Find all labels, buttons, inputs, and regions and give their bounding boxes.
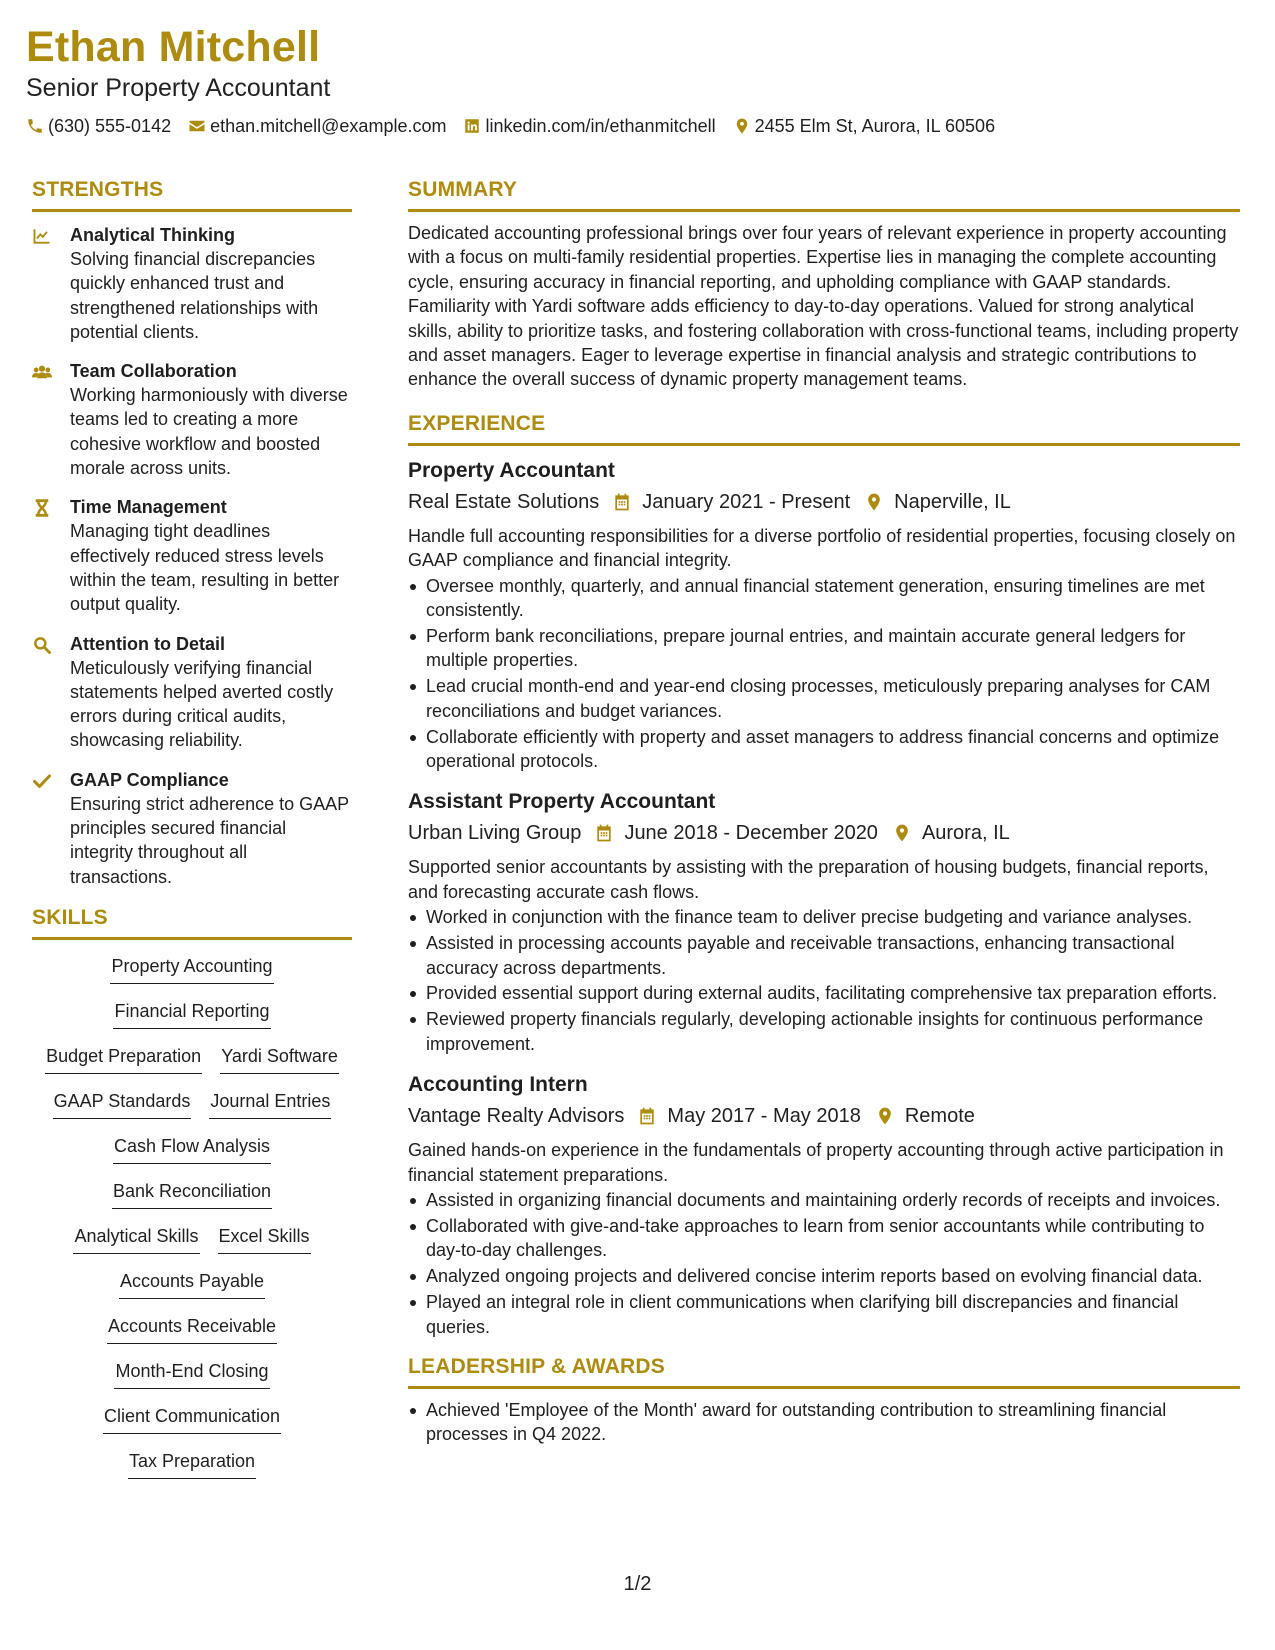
job-dates: May 2017 - May 2018 [667,1105,861,1128]
strength-desc: Ensuring strict adherence to GAAP principles secured financial integrity throughout all transactions. [70,793,349,887]
search-icon [32,635,52,655]
experience-section [408,410,1240,1339]
job-description: Supported senior accountants by assisting with the preparation of housing budgets, financial reports, and forecasting accurate cash flows. [408,857,1209,902]
calendar-icon [612,492,632,512]
linkedin-icon [463,117,481,135]
job-company: Vantage Realty Advisors [408,1105,625,1128]
list-item: Analyzed ongoing projects and delivered concise interim reports based on evolving financial data. [408,1264,1240,1288]
calendar-icon [594,823,614,843]
job-meta [408,819,1240,847]
strength-item [32,768,352,889]
skill-tag: Month-End Closing [114,1359,269,1389]
hourglass-icon [32,498,52,518]
strength-item [32,223,352,344]
list-item: Achieved 'Employee of the Month' award for outstanding contribution to streamlining financial processes in Q4 2022. [408,1398,1240,1447]
map-pin-icon [875,1106,895,1126]
skill-tag: Accounts Payable [119,1269,265,1299]
skill-tag: Financial Reporting [113,999,270,1029]
job-bullets [408,905,1240,1056]
awards-section [408,1353,1240,1447]
strength-title: Time Management [70,497,227,518]
job-bullets [408,574,1240,774]
contact-linkedin[interactable] [463,114,715,138]
calendar-icon [637,1106,657,1126]
page-number: 1/2 [623,1573,652,1595]
job-entry [408,457,1240,774]
list-item: Oversee monthly, quarterly, and annual financial statement generation, ensuring timelines are met consistently. [408,574,1240,623]
list-item: Collaborate efficiently with property and asset managers to address financial concerns and optimize operational protocols. [408,725,1240,774]
chart-line-icon [32,226,52,246]
strength-desc: Solving financial discrepancies quickly enhanced trust and strengthened relationships with potential clients. [70,249,319,342]
experience-heading: EXPERIENCE [408,410,1240,446]
linkedin-text: linkedin.com/in/ethanmitchell [485,116,716,136]
skill-tag: Cash Flow Analysis [113,1134,271,1164]
skill-tag: Property Accounting [110,954,273,984]
job-location: Remote [904,1105,975,1128]
skill-tag: Accounts Receivable [107,1314,277,1344]
skills-list [32,954,352,1494]
map-pin-icon [864,492,884,512]
list-item: Assisted in organizing financial documents and maintaining orderly records of receipts and invoices. [408,1188,1240,1212]
contact-email[interactable] [188,114,446,138]
job-company: Real Estate Solutions [408,490,600,513]
skill-tag: Client Communication [103,1404,281,1434]
summary-section [408,176,1240,392]
skills-heading: SKILLS [32,904,352,940]
job-role: Accounting Intern [408,1073,588,1097]
skill-tag: Budget Preparation [45,1044,202,1074]
list-item: Collaborated with give-and-take approaches to learn from senior accountants while contributing to day-to-day challenges. [408,1214,1240,1263]
skill-tag: Journal Entries [209,1089,331,1119]
list-item: Played an integral role in client communications when clarifying bill discrepancies and financial queries. [408,1290,1240,1339]
job-location: Aurora, IL [921,822,1010,845]
strength-desc: Managing tight deadlines effectively reduced stress levels within the team, resulting in better output quality. [70,521,340,615]
contact-address [733,114,996,138]
users-icon [32,362,52,382]
job-description: Handle full accounting responsibilities for a diverse portfolio of residential properties, focusing closely on GAAP compliance and financial integrity. [408,525,1236,571]
candidate-title: Senior Property Accountant [26,74,331,102]
summary-heading: SUMMARY [408,176,1240,212]
skill-tag: Analytical Skills [73,1224,199,1254]
job-role: Assistant Property Accountant [408,790,716,814]
skill-tag: Yardi Software [220,1044,339,1074]
left-column [32,176,352,1494]
list-item: Assisted in processing accounts payable and receivable transactions, enhancing transactional accuracy across departments. [408,931,1240,980]
contact-bar [26,114,1246,138]
candidate-name: Ethan Mitchell [26,23,321,71]
skill-tag: Bank Reconciliation [112,1179,272,1209]
list-item: Perform bank reconciliations, prepare journal entries, and maintain accurate general ledgers for multiple properties. [408,624,1240,673]
job-dates: January 2021 - Present [642,490,851,513]
job-company: Urban Living Group [408,822,582,845]
strength-title: Team Collaboration [70,361,237,382]
job-meta [408,488,1240,516]
strengths-list [32,223,352,889]
strength-item [32,632,352,753]
strengths-heading: STRENGTHS [32,176,352,212]
awards-heading: LEADERSHIP & AWARDS [408,1353,1240,1389]
map-pin-icon [892,823,912,843]
email-text: ethan.mitchell@example.com [210,116,447,136]
job-bullets [408,1188,1240,1339]
job-description: Gained hands-on experience in the fundamentals of property accounting through active participation in financial statement preparations. [408,1140,1224,1185]
strength-item [32,359,352,480]
awards-list [408,1398,1240,1447]
strength-title: Attention to Detail [70,633,225,654]
map-pin-icon [733,117,751,135]
strength-item [32,495,352,616]
strength-title: GAAP Compliance [70,769,229,790]
skills-section [32,904,352,1494]
list-item: Reviewed property financials regularly, developing actionable insights for continuous performance improvement. [408,1007,1240,1056]
job-location: Naperville, IL [894,490,1011,513]
phone-icon [26,117,44,135]
job-entry [408,1071,1240,1339]
list-item: Lead crucial month-end and year-end closing processes, meticulously preparing analyses for CAM reconciliations and budget variances. [408,674,1240,723]
strength-desc: Meticulously verifying financial statements helped averted costly errors during critical audits, showcasing reliability. [70,657,334,751]
resume-header [26,22,1246,138]
summary-text: Dedicated accounting professional brings over four years of relevant experience in property accounting with a focus on multi-family residential properties. Expertise lies in managing the complete accounting cycle, ensuring accuracy in financial reporting, and upholding compliance with GAAP standards. Familiarity with Yardi software adds efficiency to day-to-day operations. Valued for strong analytical skills, ability to prioritize tasks, and fostering collaboration with cross-functional teams, including property and asset managers. Eager to leverage expertise in financial analysis and strategic contributions to enhance the overall success of dynamic property management teams. [408,223,1239,390]
list-item: Worked in conjunction with the finance team to deliver precise budgeting and variance analyses. [408,905,1240,929]
list-item: Provided essential support during external audits, facilitating comprehensive tax preparation efforts. [408,981,1240,1005]
contact-phone[interactable] [26,114,171,138]
address-text: 2455 Elm St, Aurora, IL 60506 [754,116,996,136]
phone-text: (630) 555-0142 [48,116,172,136]
strength-desc: Working harmoniously with diverse teams led to creating a more cohesive workflow and boosted morale across units. [70,385,348,479]
strengths-section [32,176,352,889]
right-column [408,176,1240,1448]
job-entry [408,788,1240,1056]
strength-title: Analytical Thinking [70,225,236,245]
skill-tag: GAAP Standards [53,1089,192,1119]
job-meta [408,1102,1240,1130]
job-dates: June 2018 - December 2020 [624,822,878,845]
job-role: Property Accountant [408,458,615,482]
check-icon [32,771,52,791]
skill-tag: Tax Preparation [128,1449,256,1479]
envelope-icon [188,117,206,135]
skill-tag: Excel Skills [218,1224,311,1254]
